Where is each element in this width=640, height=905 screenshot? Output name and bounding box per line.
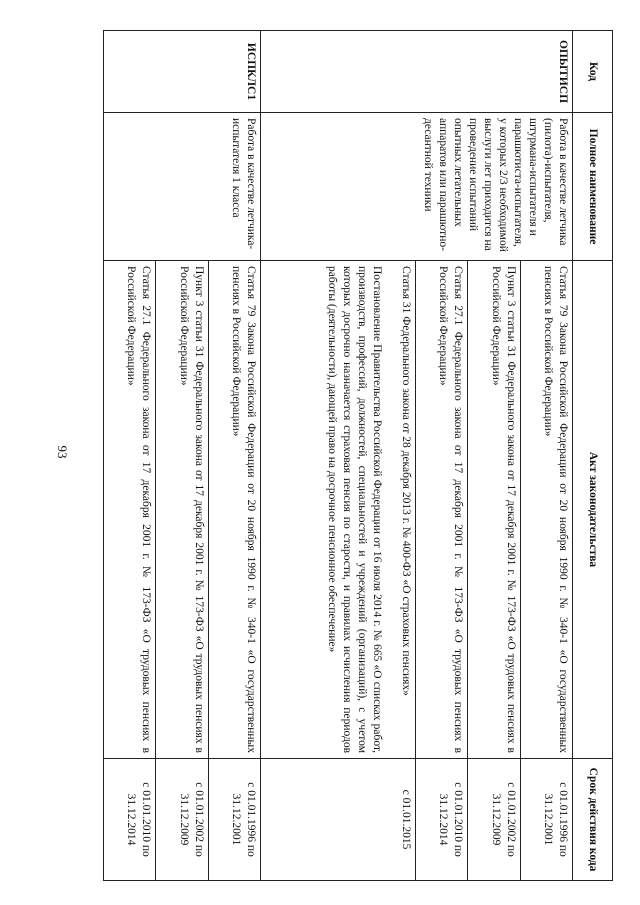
act-cell [261,261,416,759]
act-cell [104,261,156,759]
full-name-cell: Работа в качестве летчика-испытателя 1 класса [104,113,261,261]
act-cell [415,261,467,759]
header-name: Полное наименование [573,113,613,261]
table-row [520,31,572,881]
table-header-row [573,31,613,881]
table-row [208,31,260,881]
act-cell [468,261,520,759]
rotated-page [103,30,613,880]
period-cell: с 01.01.2010 по 31.12.2014 [415,759,467,881]
act-text: Статья 79 Закона Российской Федерации от 20 ноября 1990 г. № 340-1 «О государственных пенсиях в Российской Федерации» [542,266,569,753]
act-cell [520,261,572,759]
code-cell: ИСПКЛС1 [104,31,261,113]
act-cell [208,261,260,759]
period-cell: с 01.01.1996 по 31.12.2001 [208,759,260,881]
page-number: 93 [55,445,70,459]
act-cell [156,261,208,759]
table-body [104,31,573,881]
header-code: Код [573,31,613,113]
codes-table [103,30,613,881]
period-cell: с 01.01.2002 по 31.12.2009 [156,759,208,881]
act-text: Статья 79 Закона Российской Федерации от 20 ноября 1990 г. № 340-1 «О государственных пенсиях в Российской Федерации» [230,266,258,753]
header-period: Срок действия кода [573,759,613,881]
full-name-cell: Работа в качестве летчика (пилота)-испытателя, штурмана-испытателя и парашютиста-испытателя, у которых 2/3 необходимой выслуги лет приходится на проведение испытаний опытных летательных аппаратов или парашютно-десантной техники [261,113,573,261]
period-cell: с 01.01.2010 по 31.12.2014 [104,759,156,881]
code-cell: ОПЫТИСП [261,31,573,113]
period-cell: с 01.01.1996 по 31.12.2001 [520,759,572,881]
act-text: Статья 27.1 Федерального закона от 17 декабря 2001 г. № 173-ФЗ «О трудовых пенсиях в Российской Федерации» [437,266,465,753]
period-cell: с 01.01.2015 [261,759,416,881]
act-text: Статья 27.1 Федерального закона от 17 декабря 2001 г. № 173-ФЗ «О трудовых пенсиях в Российской Федерации» [125,266,153,753]
period-cell: с 01.01.2002 по 31.12.2009 [468,759,520,881]
act-text: Пункт 3 статьи 31 Федерального закона от 17 декабря 2001 г. № 173-ФЗ «О трудовых пенсиях в Российской Федерации» [177,266,205,753]
act-text: Постановление Правительства Российской Федерации от 16 июля 2014 г. № 665 «О списках работ, производств, профессий, должностей, специальностей и учреждений (организаций), с учетом которых досрочно назначается страховая пенсия по старости, и правилах исчисления периодов работы (деятельности), дающей право на досрочное пенсионное обеспечение» [325,266,383,753]
act-text: Пункт 3 статьи 31 Федерального закона от 17 декабря 2001 г. № 173-ФЗ «О трудовых пенсиях в Российской Федерации» [489,266,517,753]
header-act: Акт законодательства [573,261,613,759]
act-text: Статья 31 Федерального закона от 28 декабря 2013 г. № 400-ФЗ «О страховых пенсиях» [399,266,412,696]
